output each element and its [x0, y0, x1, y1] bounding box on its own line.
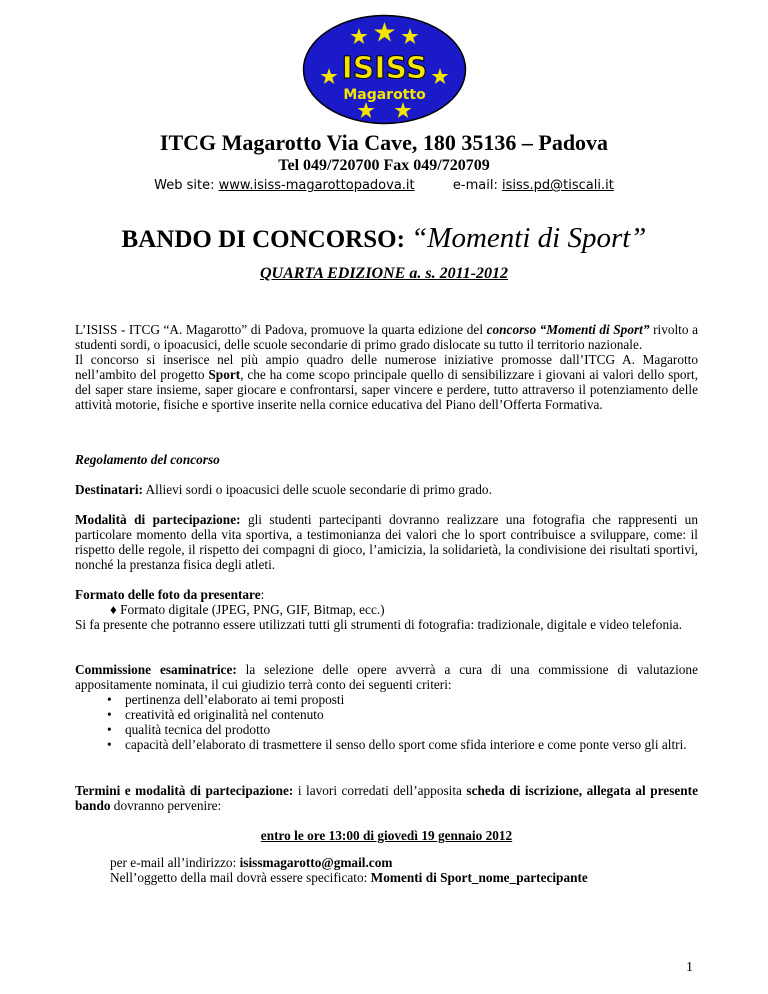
- logo-name: ISISS: [341, 51, 428, 86]
- format-section: Formato delle foto da presentare: ♦ Formato digitale (JPEG, PNG, GIF, Bitmap, ecc.) Si fa presente che potranno essere utilizzati tutti gli strumenti di fotografia: tradizionale, digitale e video telefonia.: [75, 587, 698, 632]
- commission-label: Commissione esaminatrice:: [75, 662, 237, 677]
- email-subject: Momenti di Sport_nome_partecipante: [370, 870, 588, 885]
- website-link[interactable]: www.isiss-magarottopadova.it: [218, 178, 415, 193]
- edition-subtitle: QUARTA EDIZIONE a. s. 2011-2012: [259, 265, 509, 282]
- commission-section: Commissione esaminatrice: la selezione delle opere avverrà a cura di una commissione di valutazione appositamente nominata, il cui giudizio terrà conto dei seguenti criteri: • pertinenza dell’elaborato ai temi proposti • creatività ed originalità nel contenuto • qualità tecnica del prodotto • capacità dell’elaborato di trasmettere il senso dello sport come sfida interiore e come ponte verso gli altri.: [75, 662, 698, 752]
- title-quote-close: ”: [630, 222, 647, 254]
- intro-text: L’ISISS - ITCG “A. Magarotto” di Padova, promuove la quarta edizione del concorso “Momenti di Sport” rivolto a studenti sordi, o ipoacusici, delle scuole secondarie di primo grado dislocate su tutto il territorio nazionale. Il concorso si inserisce nel più ampio quadro delle numerose iniziative promosse dall’ITCG A. Magarotto nell’ambito del progetto Sport, che ha come scopo principale quello di sensibilizzare i giovani ai valori dello sport, del saper stare insieme, saper giocare e confrontarsi, saper vincere e perdere, tutto attraverso il potenziamento delle attività motorie, fisiche e sportive inserite nella cornice educativa del Piano dell’Offerta Formativa.: [75, 322, 698, 412]
- school-logo: [302, 14, 467, 125]
- modality-section: Modalità di partecipazione: gli studenti partecipanti dovranno realizzare una fotografia che rappresenti un particolare momento della vita sportiva, a testimonianza dei valori che lo sport contribuisce a sviluppare, come: il rispetto delle regole, il rispetto dei compagni di gioco, l’amicizia, la solidarietà, la condivisione dei risultati sportivi, nonché la prestanza fisica degli atleti.: [75, 512, 698, 572]
- school-address: ITCG Magarotto Via Cave, 180 35136 – Padova: [159, 130, 609, 155]
- format-item: ♦ Formato digitale (JPEG, PNG, GIF, Bitmap, ecc.): [110, 602, 385, 617]
- submission-info: per e-mail all’indirizzo: isissmagarotto@gmail.com Nell’oggetto della mail dovrà essere specificato: Momenti di Sport_nome_partecipante: [110, 855, 588, 885]
- recipients-section: Destinatari: Allievi sordi o ipoacusici delle scuole secondarie di primo grado.: [75, 482, 492, 497]
- email-label: e-mail:: [452, 178, 498, 193]
- format-label: Formato delle foto da presentare: [75, 587, 261, 602]
- school-phone-fax: Tel 049/720700 Fax 049/720709: [278, 157, 490, 174]
- website-label: Web site:: [154, 178, 215, 193]
- email-link[interactable]: isiss.pd@tiscali.it: [502, 178, 614, 193]
- title-prefix: BANDO DI CONCORSO:: [121, 226, 412, 253]
- contest-name-inline: concorso “Momenti di Sport”: [486, 322, 650, 337]
- list-item: • capacità dell’elaborato di trasmettere il senso dello sport come sfida interiore e come ponte verso gli altri.: [75, 737, 698, 752]
- logo-subtitle: Magarotto: [343, 87, 426, 103]
- terms-label: Termini e modalità di partecipazione:: [75, 783, 294, 798]
- page-number: 1: [686, 960, 693, 975]
- modality-label: Modalità di partecipazione:: [75, 512, 241, 527]
- deadline: entro le ore 13:00 di giovedì 19 gennaio 2012: [260, 828, 513, 843]
- terms-section: Termini e modalità di partecipazione: i lavori corredati dell’apposita scheda di iscrizione, allegata al presente bando dovranno pervenire:: [75, 783, 698, 813]
- document-title: [0, 222, 768, 255]
- school-contacts: [0, 178, 768, 193]
- format-note: Si fa presente che potranno essere utilizzati tutti gli strumenti di fotografia: tradizionale, digitale e video telefonia.: [75, 617, 683, 632]
- list-item: • creatività ed originalità nel contenuto: [75, 707, 698, 722]
- criteria-list: [75, 692, 698, 752]
- submission-email[interactable]: isissmagarotto@gmail.com: [239, 855, 393, 870]
- diamond-bullet-icon: ♦: [110, 602, 117, 617]
- recipients-label: Destinatari:: [75, 482, 143, 497]
- title-quote-open: “: [411, 222, 428, 254]
- list-item: • qualità tecnica del prodotto: [75, 722, 698, 737]
- sport-project: Sport: [208, 367, 241, 382]
- rules-heading: Regolamento del concorso: [75, 452, 220, 467]
- contest-name: Momenti di Sport: [427, 222, 631, 254]
- logo-graphic: [302, 14, 467, 125]
- list-item: • pertinenza dell’elaborato ai temi proposti: [75, 692, 698, 707]
